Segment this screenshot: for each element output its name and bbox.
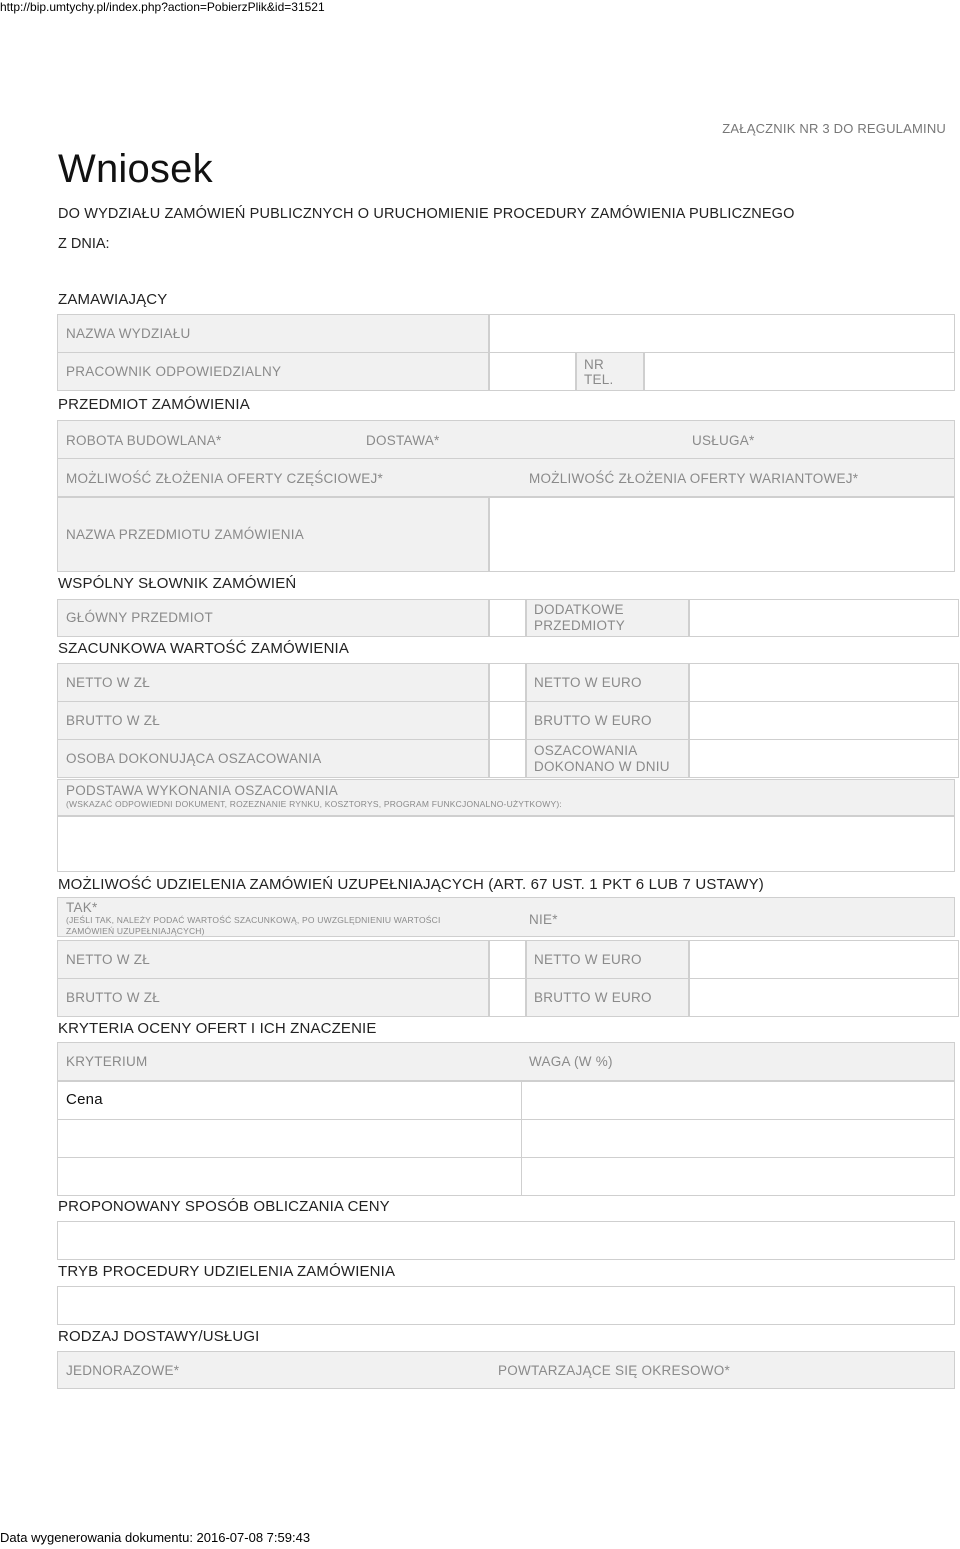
section-heading-rodzaj: RODZAJ DOSTAWY/USŁUGI <box>58 1328 260 1345</box>
gross-pln-field[interactable] <box>489 701 526 740</box>
estimated-on-label-line2: DOKONANO W DNIU <box>534 759 670 774</box>
supp-gross-eur-label: BRUTTO W EURO <box>534 990 652 1005</box>
section-heading-tryb: TRYB PROCEDURY UDZIELENIA ZAMÓWIENIA <box>58 1263 396 1280</box>
section-heading-cena: PROPONOWANY SPOSÓB OBLICZANIA CENY <box>58 1198 390 1215</box>
criteria-col-criterion: KRYTERIUM <box>66 1054 148 1069</box>
supp-net-pln-label: NETTO W ZŁ <box>66 952 151 967</box>
net-pln-label: NETTO W ZŁ <box>66 675 151 690</box>
phone-label-line1: NR <box>584 357 604 372</box>
section-heading-uzupelniajace: MOŻLIWOŚĆ UDZIELENIA ZAMÓWIEŃ UZUPEŁNIAJĄCYCH (ART. 67 UST. 1 PKT 6 LUB 7 USTAWY) <box>58 876 764 893</box>
section-heading-przedmiot: PRZEDMIOT ZAMÓWIENIA <box>58 396 250 413</box>
page-subtitle: DO WYDZIAŁU ZAMÓWIEŃ PUBLICZNYCH O URUCHOMIENIE PROCEDURY ZAMÓWIENIA PUBLICZNEGO <box>58 206 795 222</box>
attachment-label: ZAŁĄCZNIK NR 3 DO REGULAMINU <box>722 121 946 136</box>
criteria-row-2-weight[interactable] <box>521 1119 955 1158</box>
cpv-main-field[interactable] <box>489 599 526 637</box>
supplementary-yes-hint-line2: ZAMÓWIEŃ UZUPEŁNIAJĄCYCH) <box>66 926 205 936</box>
gross-eur-label: BRUTTO W EURO <box>534 713 652 728</box>
supp-net-pln-field[interactable] <box>489 940 526 979</box>
cpv-additional-field[interactable] <box>689 599 959 637</box>
section-heading-kryteria: KRYTERIA OCENY OFERT I ICH ZNACZENIE <box>58 1020 377 1037</box>
phone-label-line2: TEL. <box>584 372 614 387</box>
net-eur-field[interactable] <box>689 663 959 702</box>
section-heading-cpv: WSPÓLNY SŁOWNIK ZAMÓWIEŃ <box>58 575 297 592</box>
estimator-field[interactable] <box>489 739 526 778</box>
procedure-mode-field[interactable] <box>57 1286 955 1325</box>
employee-field[interactable] <box>489 352 576 391</box>
gross-eur-field[interactable] <box>689 701 959 740</box>
criteria-row-2-criterion[interactable] <box>57 1119 522 1158</box>
criteria-col-weight: WAGA (W %) <box>529 1054 613 1069</box>
supp-net-eur-label: NETTO W EURO <box>534 952 642 967</box>
basis-label: PODSTAWA WYKONANIA OSZACOWANIA <box>66 783 339 798</box>
partial-offer-option[interactable]: MOŻLIWOŚĆ ZŁOŻENIA OFERTY CZĘŚCIOWEJ* <box>66 471 384 486</box>
page-title: Wniosek <box>58 147 213 191</box>
source-url: http://bip.umtychy.pl/index.php?action=PobierzPlik&id=31521 <box>0 0 325 14</box>
supp-gross-eur-field[interactable] <box>689 978 959 1017</box>
section-heading-zamawiajacy: ZAMAWIAJĄCY <box>58 291 168 308</box>
supp-gross-pln-field[interactable] <box>489 978 526 1017</box>
criteria-row-3-criterion[interactable] <box>57 1157 522 1196</box>
cpv-additional-label-line2: PRZEDMIOTY <box>534 618 626 633</box>
department-label: NAZWA WYDZIAŁU <box>66 326 191 341</box>
supplementary-yes-hint-line1: (JEŚLI TAK, NALEŻY PODAĆ WARTOŚĆ SZACUNKOWĄ, PO UWZGLĘDNIENIU WARTOŚCI <box>66 915 441 925</box>
cpv-additional-label-line1: DODATKOWE <box>534 602 624 617</box>
estimated-on-label-line1: OSZACOWANIA <box>534 743 638 758</box>
supp-gross-pln-label: BRUTTO W ZŁ <box>66 990 161 1005</box>
phone-field[interactable] <box>644 352 955 391</box>
criteria-row-1-weight[interactable] <box>521 1081 955 1120</box>
gross-pln-label: BRUTTO W ZŁ <box>66 713 161 728</box>
net-pln-field[interactable] <box>489 663 526 702</box>
price-method-field[interactable] <box>57 1221 955 1260</box>
supp-net-eur-field[interactable] <box>689 940 959 979</box>
net-eur-label: NETTO W EURO <box>534 675 642 690</box>
type-supply-option[interactable]: DOSTAWA* <box>366 433 440 448</box>
type-service-option[interactable]: USŁUGA* <box>692 433 755 448</box>
delivery-one-time-option[interactable]: JEDNORAZOWE* <box>66 1363 180 1378</box>
type-works-option[interactable]: ROBOTA BUDOWLANA* <box>66 433 222 448</box>
criteria-header-row <box>57 1042 955 1081</box>
estimator-label: OSOBA DOKONUJĄCA OSZACOWANIA <box>66 751 322 766</box>
generation-date: Data wygenerowania dokumentu: 2016-07-08 7:59:43 <box>0 1530 311 1545</box>
subject-name-field[interactable] <box>489 497 955 572</box>
criteria-row-1-label: Cena <box>66 1091 103 1108</box>
subject-name-label: NAZWA PRZEDMIOTU ZAMÓWIENIA <box>66 527 304 542</box>
estimated-on-field[interactable] <box>689 739 959 778</box>
basis-hint: (WSKAZAĆ ODPOWIEDNI DOKUMENT, ROZEZNANIE RYNKU, KOSZTORYS, PROGRAM FUNKCJONALNO-UŻYTKOWY): <box>66 799 562 809</box>
section-heading-wartosc: SZACUNKOWA WARTOŚĆ ZAMÓWIENIA <box>58 640 350 657</box>
criteria-row-1-criterion[interactable] <box>57 1081 522 1120</box>
date-label: Z DNIA: <box>58 236 110 252</box>
variant-offer-option[interactable]: MOŻLIWOŚĆ ZŁOŻENIA OFERTY WARIANTOWEJ* <box>529 471 859 486</box>
cpv-main-label: GŁÓWNY PRZEDMIOT <box>66 610 214 625</box>
department-field[interactable] <box>489 314 955 353</box>
basis-field[interactable] <box>57 816 955 872</box>
employee-label: PRACOWNIK ODPOWIEDZIALNY <box>66 364 282 379</box>
criteria-row-3-weight[interactable] <box>521 1157 955 1196</box>
supplementary-yes-option[interactable]: TAK* <box>66 900 98 915</box>
supplementary-no-option[interactable]: NIE* <box>529 912 558 927</box>
delivery-periodic-option[interactable]: POWTARZAJĄCE SIĘ OKRESOWO* <box>498 1363 731 1378</box>
